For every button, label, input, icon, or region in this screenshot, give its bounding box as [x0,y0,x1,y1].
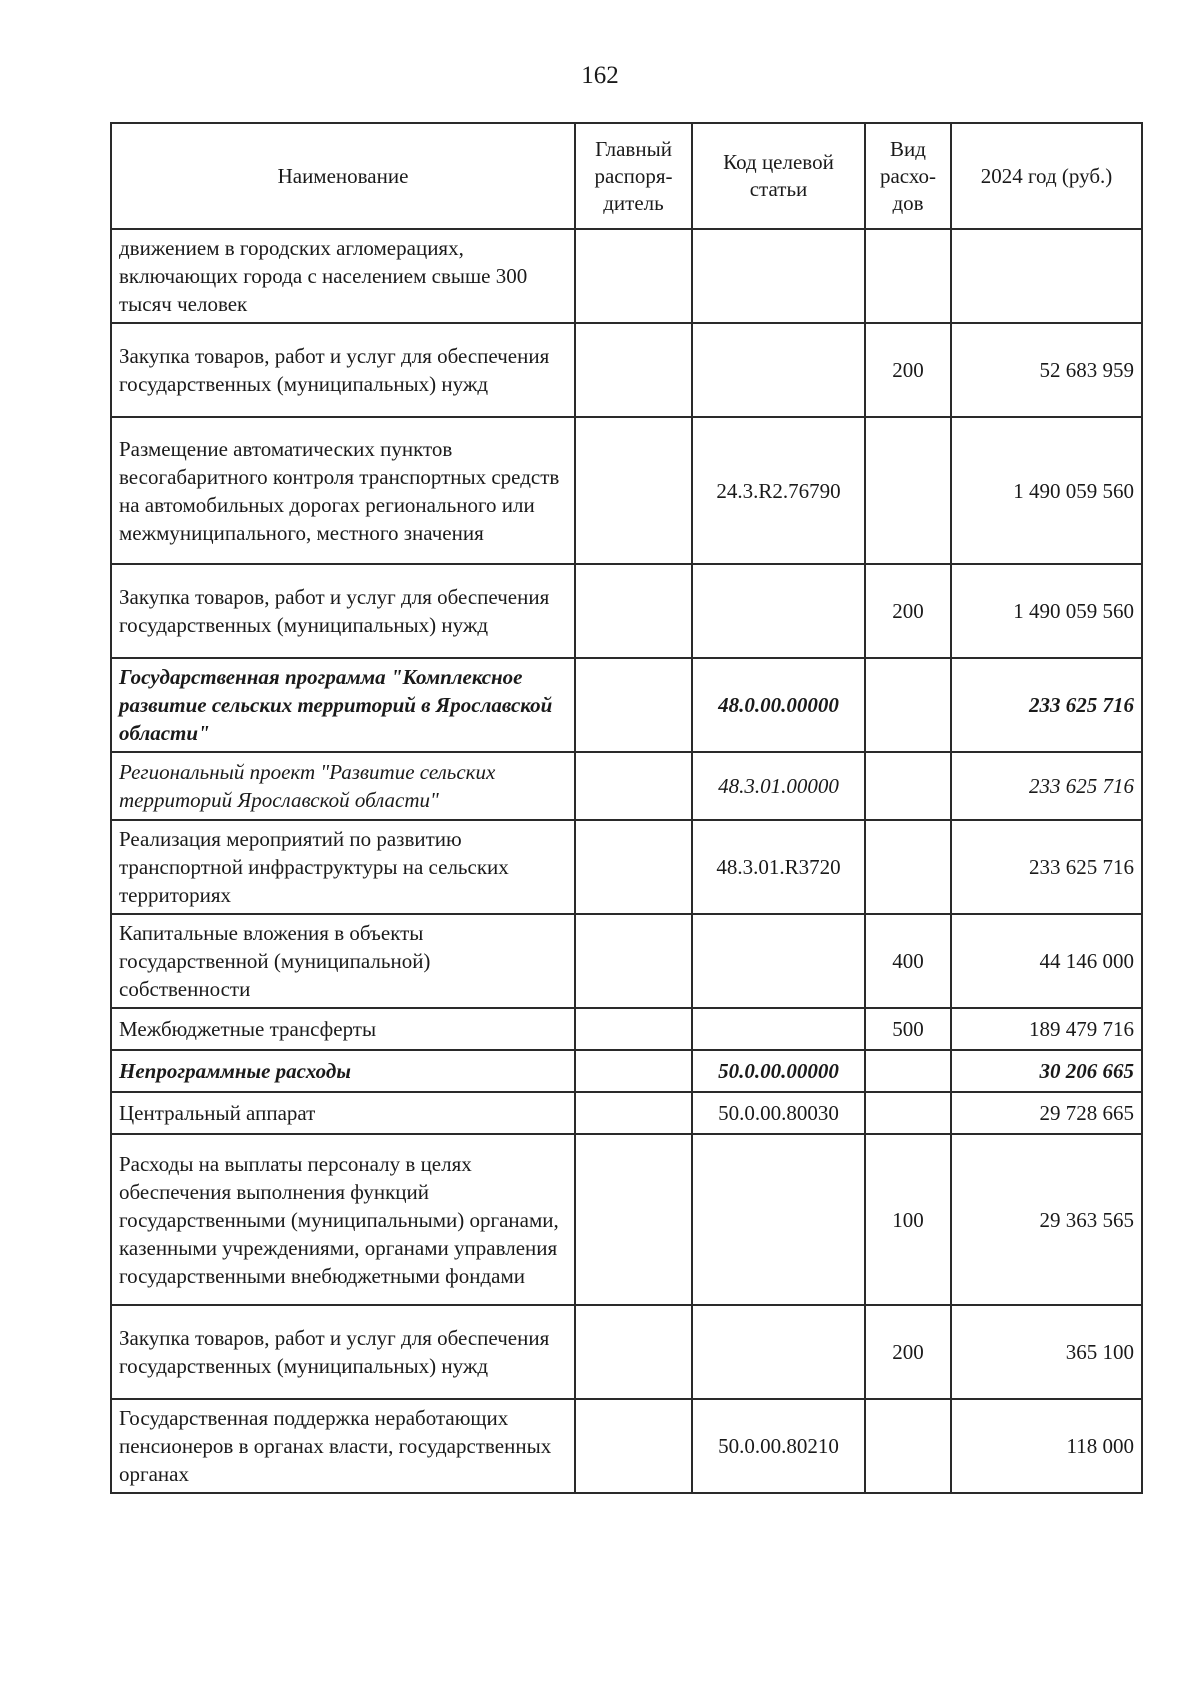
table-row [111,564,1142,658]
row-amount-cell: 44 146 000 [951,914,1142,1008]
row-grs-cell [575,658,692,752]
row-grs-cell [575,914,692,1008]
row-vid-cell [865,229,951,323]
row-name-cell: Закупка товаров, работ и услуг для обеспечения государственных (муниципальных) нужд [111,323,575,417]
row-name-cell: Расходы на выплаты персоналу в целях обеспечения выполнения функций государственными (муниципальными) органами, казенными учреждениями, органами управления государственными внебюджетными фондами [111,1134,575,1305]
row-grs-cell [575,564,692,658]
row-amount-cell: 233 625 716 [951,658,1142,752]
row-amount-cell: 1 490 059 560 [951,564,1142,658]
row-vid-cell [865,1399,951,1493]
header-name: Наименование [111,123,575,229]
row-amount-cell: 189 479 716 [951,1008,1142,1050]
row-vid-cell [865,658,951,752]
row-grs-cell [575,323,692,417]
table-row [111,752,1142,820]
row-name-cell: Центральный аппарат [111,1092,575,1134]
row-grs-cell [575,1008,692,1050]
row-vid-cell [865,820,951,914]
row-amount-cell: 29 728 665 [951,1092,1142,1134]
row-code-cell: 50.0.00.80030 [692,1092,865,1134]
row-amount-cell: 29 363 565 [951,1134,1142,1305]
row-code-cell: 50.0.00.80210 [692,1399,865,1493]
table-row [111,1399,1142,1493]
row-code-cell: 48.0.00.00000 [692,658,865,752]
header-year: 2024 год (руб.) [951,123,1142,229]
row-name-cell: Государственная поддержка неработающих пенсионеров в органах власти, государственных органах [111,1399,575,1493]
row-code-cell [692,229,865,323]
row-name-cell: Межбюджетные трансферты [111,1008,575,1050]
row-code-cell [692,914,865,1008]
page-number: 162 [581,62,619,89]
row-code-cell [692,1008,865,1050]
table-row [111,820,1142,914]
table-header-row [111,123,1142,229]
row-vid-cell [865,1050,951,1092]
table-row [111,1008,1142,1050]
row-amount-cell: 233 625 716 [951,820,1142,914]
row-name-cell: Региональный проект "Развитие сельских территорий Ярославской области" [111,752,575,820]
table-row [111,417,1142,564]
row-amount-cell: 52 683 959 [951,323,1142,417]
row-vid-cell [865,1092,951,1134]
row-name-cell: Реализация мероприятий по развитию транспортной инфраструктуры на сельских территориях [111,820,575,914]
row-grs-cell [575,1399,692,1493]
row-amount-cell: 1 490 059 560 [951,417,1142,564]
table-body [111,229,1142,1493]
row-vid-cell [865,752,951,820]
row-amount-cell: 30 206 665 [951,1050,1142,1092]
row-grs-cell [575,1050,692,1092]
row-amount-cell: 233 625 716 [951,752,1142,820]
row-amount-cell: 118 000 [951,1399,1142,1493]
row-name-cell: Капитальные вложения в объекты государственной (муниципальной) собственности [111,914,575,1008]
row-vid-cell: 200 [865,323,951,417]
row-name-cell: Непрограммные расходы [111,1050,575,1092]
table-row [111,229,1142,323]
row-grs-cell [575,752,692,820]
row-code-cell [692,564,865,658]
row-name-cell: Размещение автоматических пунктов весогабаритного контроля транспортных средств на автомобильных дорогах регионального или межмуниципального, местного значения [111,417,575,564]
row-code-cell [692,323,865,417]
row-grs-cell [575,820,692,914]
table-row [111,1050,1142,1092]
table-row [111,1305,1142,1399]
row-vid-cell: 400 [865,914,951,1008]
row-name-cell: Закупка товаров, работ и услуг для обеспечения государственных (муниципальных) нужд [111,564,575,658]
table-row [111,323,1142,417]
row-vid-cell: 500 [865,1008,951,1050]
budget-table [110,122,1143,1494]
header-grs: Главный распоря-дитель [575,123,692,229]
row-amount-cell [951,229,1142,323]
row-name-cell: Закупка товаров, работ и услуг для обеспечения государственных (муниципальных) нужд [111,1305,575,1399]
row-vid-cell: 200 [865,1305,951,1399]
row-grs-cell [575,1092,692,1134]
row-grs-cell [575,1305,692,1399]
row-grs-cell [575,229,692,323]
row-vid-cell: 100 [865,1134,951,1305]
row-amount-cell: 365 100 [951,1305,1142,1399]
row-code-cell: 48.3.01.R3720 [692,820,865,914]
row-code-cell: 48.3.01.00000 [692,752,865,820]
row-name-cell: движением в городских агломерациях, включающих города с населением свыше 300 тысяч человек [111,229,575,323]
row-code-cell [692,1305,865,1399]
header-code: Код целевой статьи [692,123,865,229]
row-name-cell: Государственная программа "Комплексное развитие сельских территорий в Ярославской области" [111,658,575,752]
header-vid: Вид расхо-дов [865,123,951,229]
table-row [111,1092,1142,1134]
table-row [111,1134,1142,1305]
row-code-cell [692,1134,865,1305]
row-code-cell: 50.0.00.00000 [692,1050,865,1092]
row-vid-cell [865,417,951,564]
row-grs-cell [575,1134,692,1305]
row-vid-cell: 200 [865,564,951,658]
row-code-cell: 24.3.R2.76790 [692,417,865,564]
table-row [111,914,1142,1008]
table-row [111,658,1142,752]
row-grs-cell [575,417,692,564]
